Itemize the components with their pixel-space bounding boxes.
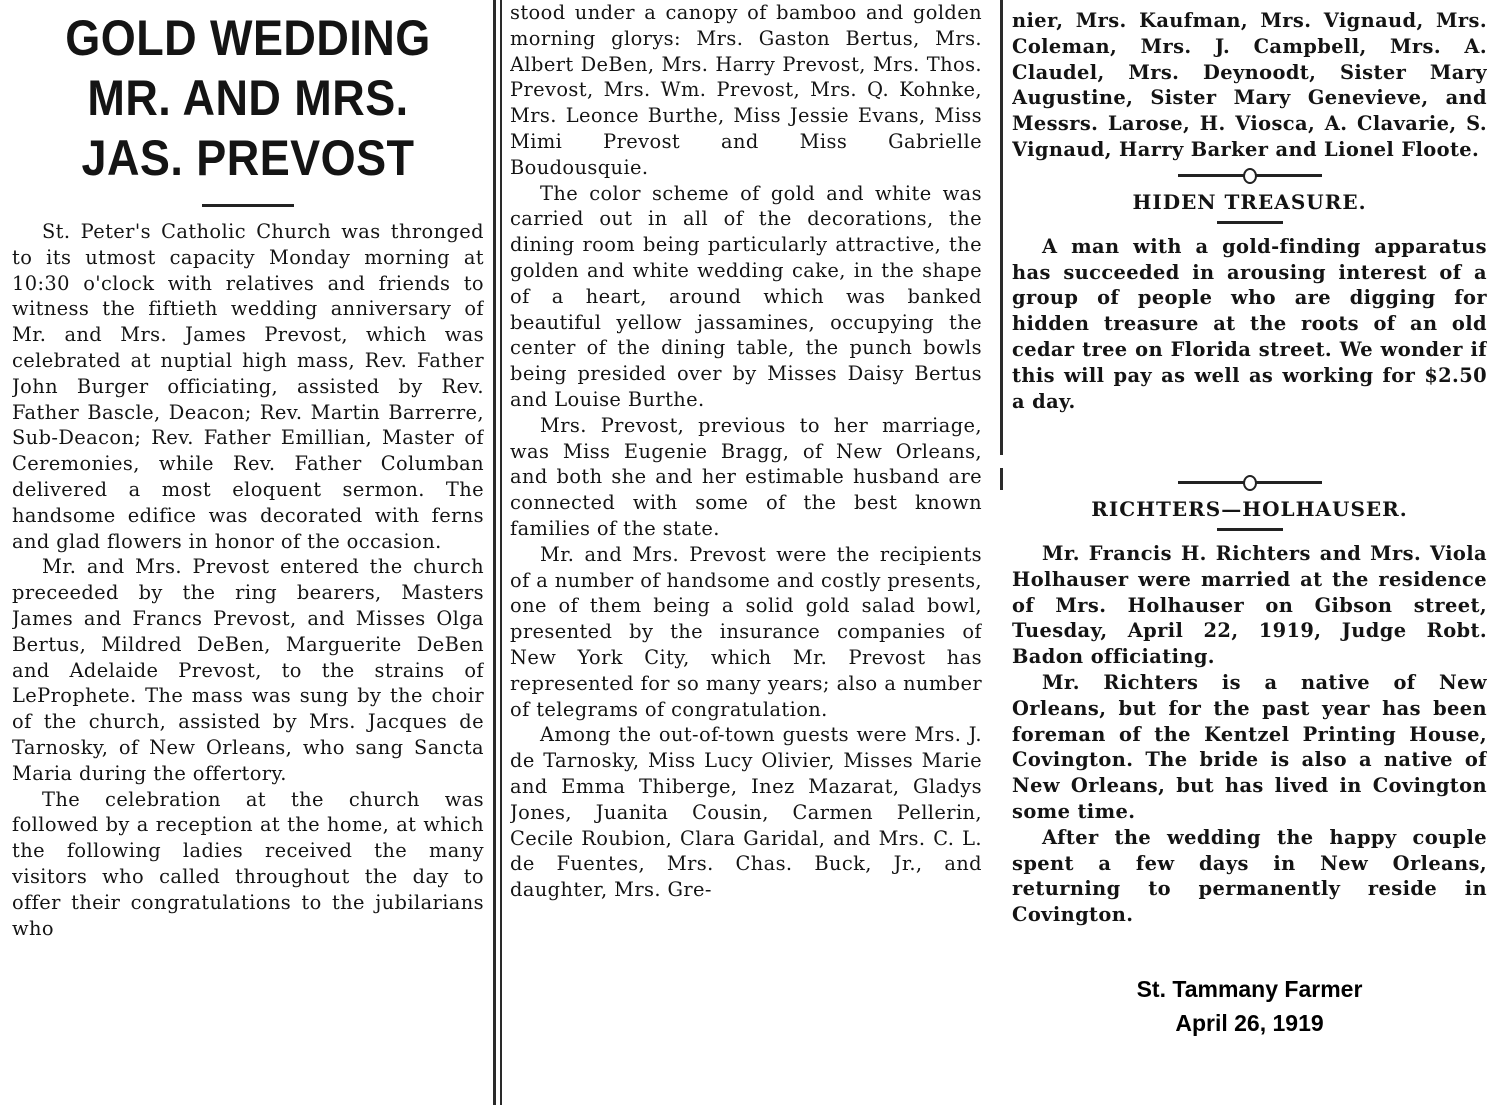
article-heading-hiden-treasure: HIDEN TREASURE. bbox=[1132, 189, 1367, 214]
column-rule-left bbox=[493, 0, 496, 1105]
headline-divider bbox=[202, 204, 294, 207]
ornament-divider bbox=[1178, 167, 1322, 183]
heading-divider bbox=[1217, 528, 1283, 531]
paragraph: Mr. Richters is a native of New Orleans, but for the past year has been foreman of the Kentzel Printing House, Covington. The bride is also a native of New Orleans, but has lived in Covington some time. bbox=[1012, 670, 1487, 823]
paragraph: Mr. and Mrs. Prevost entered the church preceeded by the ring bearers, Masters James and Francs Prevost, and Misses Olga Bertus, Mildred DeBen, Marguerite DeBen and Adelaide Prevost, to the strains of LeProphete. The mass was sung by the choir of the church, assisted by Mrs. Jacques de Tarnosky, of New Orleans, who sang Sancta Maria during the offertory. bbox=[12, 555, 484, 785]
paragraph: nier, Mrs. Kaufman, Mrs. Vignaud, Mrs. Coleman, Mrs. J. Campbell, Mrs. A. Claudel, Mrs. Deynoodt, Sister Mary Augustine, Sister Mary Genevieve, and Messrs. Larose, H. Viosca, A. Clavarie, S. Vignaud, Harry Barker and Lionel Floote. bbox=[1012, 9, 1487, 161]
paragraph: Mr. Francis H. Richters and Mrs. Viola Holhauser were married at the residence of Mrs. Holhauser on Gibson street, Tuesday, April 22, 1919, Judge Robt. Badon officiating. bbox=[1012, 542, 1487, 669]
column-3-lower bbox=[1012, 470, 1487, 945]
article-heading-richters-holhauser: RICHTERS—HOLHAUSER. bbox=[1091, 497, 1408, 521]
paragraph: The color scheme of gold and white was carried out in all of the decorations, the dining room being particularly attractive, the golden and white wedding cake, in the shape of a heart, around which was banked beautiful yellow jassamines, occupying the center of the dining table, the punch bowls being presided over by Misses Daisy Bertus and Louise Burthe. bbox=[510, 181, 982, 411]
ornament-divider bbox=[1178, 474, 1322, 490]
source-credit bbox=[1012, 972, 1487, 1040]
heading-divider bbox=[1217, 221, 1283, 224]
paragraph: A man with a gold-finding apparatus has succeeded in arousing interest of a group of people who are digging for hidden treasure at the roots of an old cedar tree on Florida street. We wonder if this will pay as well as working for $2.50 a day. bbox=[1012, 234, 1487, 413]
paragraph: stood under a canopy of bamboo and golden morning glorys: Mrs. Gaston Bertus, Mrs. Albert DeBen, Mrs. Harry Prevost, Mrs. Thos. Prevost, Mrs. Wm. Prevost, Mrs. Q. Kohnke, Mrs. Leonce Burthe, Miss Jessie Evans, Miss Mimi Prevost and Miss Gabrielle Boudousquie. bbox=[510, 1, 982, 179]
headline-line-2: MR. AND MRS. bbox=[87, 70, 409, 126]
paragraph: Mr. and Mrs. Prevost were the recipients of a number of handsome and costly presents, one of them being a solid gold salad bowl, presented by the insurance companies of New York City, which Mr. Prevost has represented for so many years; also a number of telegrams of congratulation. bbox=[510, 542, 982, 721]
column-rule-right bbox=[1000, 0, 1003, 455]
column-3-upper bbox=[1012, 0, 1487, 460]
paragraph: After the wedding the happy couple spent a few days in New Orleans, returning to permanently reside in Covington. bbox=[1012, 825, 1487, 927]
headline-line-3: JAS. PREVOST bbox=[81, 130, 415, 186]
paragraph: Among the out-of-town guests were Mrs. J. de Tarnosky, Miss Lucy Olivier, Misses Marie and Emma Thiberge, Inez Mazarat, Gladys Jones, Juanita Cousin, Carmen Pellerin, Cecile Roubion, Clara Garidal, and Mrs. C. L. de Fuentes, Mrs. Chas. Buck, Jr., and daughter, Mrs. Gre- bbox=[510, 723, 982, 902]
paragraph: St. Peter's Catholic Church was thronged to its utmost capacity Monday morning at 10:30 o'clock with relatives and friends to witness the fiftieth wedding anniversary of Mr. and Mrs. James Prevost, which was celebrated at nuptial high mass, Rev. Father John Burger officiating, assisted by Rev. Father Bascle, Deacon; Rev. Martin Barrerre, Sub-Deacon; Rev. Father Emillian, Master of Ceremonies, while Rev. Father Columban delivered a most eloquent sermon. The handsome edifice was decorated with ferns and glad flowers in honor of the occasion. bbox=[12, 220, 484, 553]
article-gold-wedding-column-2 bbox=[510, 0, 982, 1105]
publication-date: April 26, 1919 bbox=[1175, 1010, 1324, 1036]
newspaper-name: St. Tammany Farmer bbox=[1136, 976, 1363, 1002]
column-rule-right-lower bbox=[1000, 468, 1003, 490]
column-rule-left-inner bbox=[500, 0, 502, 1105]
headline-line-1: GOLD WEDDING bbox=[65, 10, 431, 66]
headline bbox=[36, 8, 461, 188]
article-gold-wedding-column-1 bbox=[12, 0, 484, 1105]
paragraph: Mrs. Prevost, previous to her marriage, was Miss Eugenie Bragg, of New Orleans, and both she and her estimable husband are connected with some of the best known families of the state. bbox=[510, 413, 982, 540]
paragraph: The celebration at the church was followed by a reception at the home, at which the following ladies received the many visitors who called throughout the day to offer their congratulations to the jubilarians who bbox=[12, 787, 484, 940]
